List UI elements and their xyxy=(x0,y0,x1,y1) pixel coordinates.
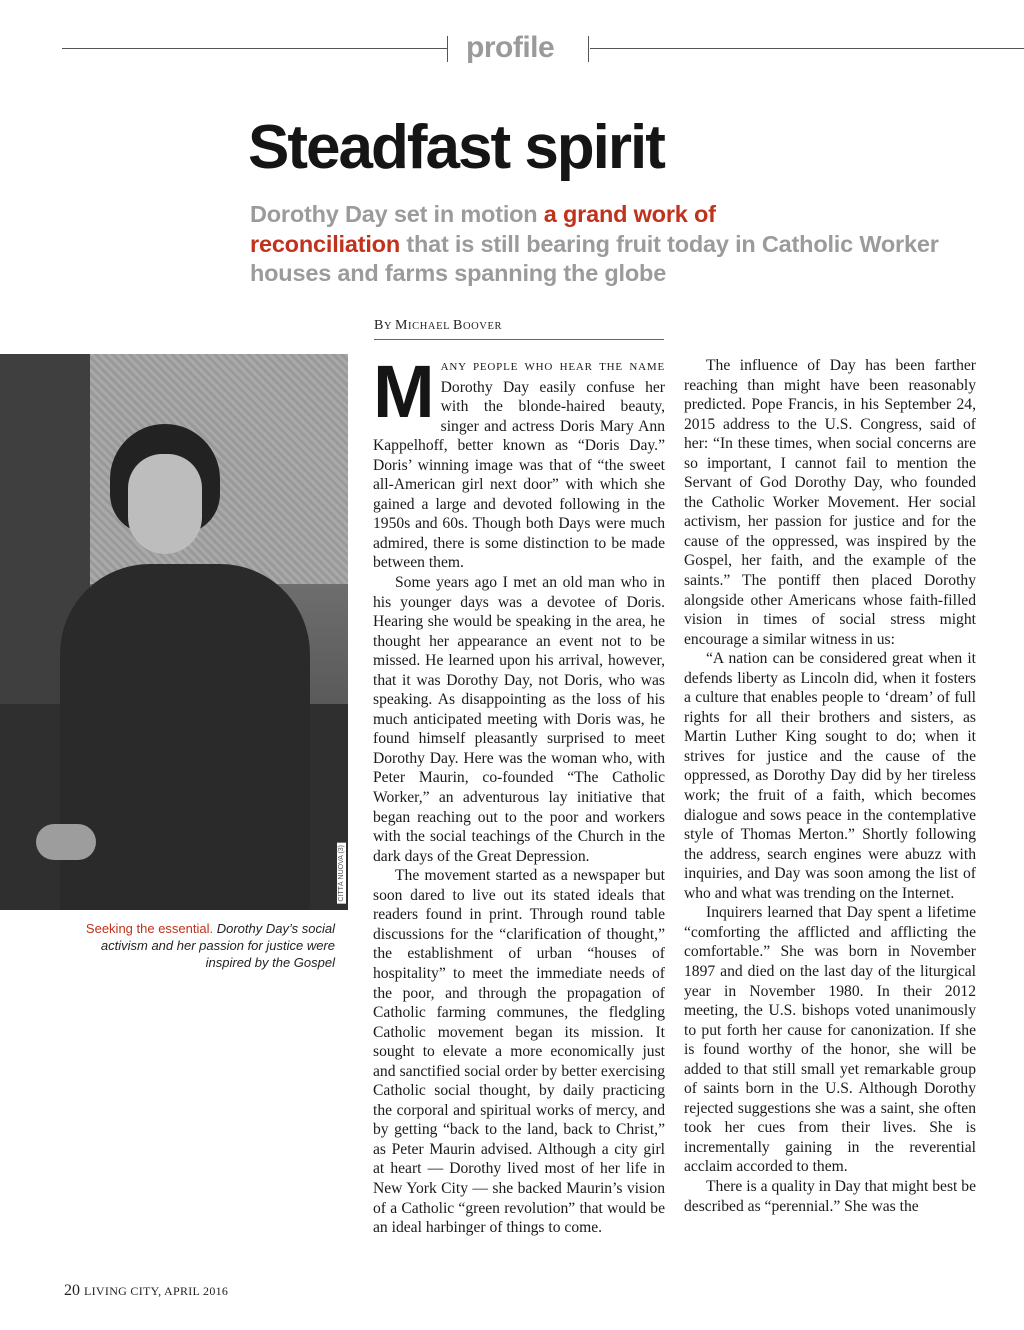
photo-credit: CITTÀ NUOVA (3) xyxy=(338,845,345,902)
publication-info: LIVING CITY, APRIL 2016 xyxy=(84,1284,229,1298)
page-number: 20 xyxy=(64,1282,80,1299)
header-rule-tick-right xyxy=(588,36,589,62)
portrait-photo xyxy=(0,354,348,910)
photo-caption xyxy=(60,920,335,971)
caption-lead: Seeking the essential. xyxy=(85,921,214,936)
byline xyxy=(374,318,664,340)
paragraph-text: Dorothy Day easily confuse her with the blonde-haired beauty, singer and actress Doris Mary Ann Kappelhoff, better known as “Doris Day.” Doris’ winning image was that of “the sweet all-American girl next door” with which she gained a large and devoted following in the 1950s and 60s. Though both Days were much admired, there is some distinction to be made between them. xyxy=(373,378,665,572)
paragraph: Inquirers learned that Day spent a lifetime “comforting the afflicted and afflicting the comfortable.” She was born in November 1897 and died on the last day of the liturgical year in November 1980. In their 2012 meeting, the U.S. bishops voted unanimously to put forth her cause for canonization. If she is found worthy of the honor, she will be added to that still small yet remarkable group of saints born in the U.S. Although Dorothy rejected suggestions she was a saint, she often took her cues from their lives. She is incrementally gaining in the reverential acclaim accorded to them. xyxy=(684,904,976,1176)
header-rule-left xyxy=(62,48,447,49)
deck-highlight-1: a grand work of xyxy=(543,201,716,227)
article-column-1 xyxy=(373,350,665,1238)
photo-figure-face xyxy=(128,454,202,554)
article-column-2 xyxy=(684,356,976,1216)
byline-first-rest: ICHAEL xyxy=(408,321,453,332)
photo-figure-hands xyxy=(36,824,96,860)
byline-last-initial: B xyxy=(452,318,463,333)
caption-text: Dorothy Day’s social activism and her passion for justice were inspired by the Gospel xyxy=(100,921,335,970)
byline-first-initial: M xyxy=(394,318,409,333)
byline-by-initial: B xyxy=(374,318,384,333)
paragraph: The movement started as a newspaper but soon dared to live out its stated ideals that readers found in print. Through round table discussions for the “clarification of thought,” the establishment of urban “houses of hospitality” to meet the immediate needs of the poor, and through the propagation of Catholic farming communes, the fledgling Catholic movement began its mission. It sought to elevate a more economically just and sanctified social order by better exercising Catholic social thought, by daily practicing the corporal and spiritual works of mercy, and by getting “back to the land, back to Christ,” as Peter Maurin advised. Although a city girl at heart — Dorothy lived most of her life in New York City — she backed Maurin’s vision of a Catholic “green revolution” that would be an ideal harbinger of things to come. xyxy=(373,867,665,1237)
photo-figure-body xyxy=(60,564,310,910)
section-label: profile xyxy=(466,31,555,64)
paragraph: The influence of Day has been farther reaching than might have been reasonably predicted. Pope Francis, in his September 24, 2015 address to the U.S. Congress, said of her: “In these times, when social concerns are so important, I cannot fail to mention the Servant of God Dorothy Day, who founded the Catholic Worker Movement. Her social activism, her passion for justice and for the cause of the oppressed, was inspired by the Gospel, her faith, and the example of the saints.” The pontiff then placed Dorothy alongside other Americans whose faith-filled vision in times of social stress might encourage a similar witness in us: xyxy=(684,357,976,648)
byline-last-rest: OOVER xyxy=(462,321,503,332)
header-rule-right xyxy=(590,48,1024,49)
paragraph: Some years ago I met an old man who in his younger days was a devotee of Doris. Hearing she would be speaking in the area, he thought her appearance an event not to be missed. He learned upon his arrival, however, that it was Dorothy Day, not Doris, who was speaking. As disappointing as the loss of his much anticipated meeting with Doris was, he found himself pleasantly surprised to meet Dorothy Day. Here was the woman who, with Peter Maurin, co-founded “The Catholic Worker,” an adventurous lay initiative that began reaching out to the poor and workers with the social teachings of the Church in the dark days of the Great Depression. xyxy=(373,574,665,865)
paragraph: “A nation can be considered great when it defends liberty as Lincoln did, when it fosters a culture that enables people to ‘dream’ of full rights for all their brothers and sisters, as Martin Luther King sought to do; when it strives for justice and the cause of the oppressed, as Dorothy Day did by her tireless work; the fruit of a faith, which becomes dialogue and sows peace in the contemplative style of Thomas Merton.” Shortly following the address, search engines were abuzz with inquiries, and Day was soon among the list of who and what was trending on the Internet. xyxy=(684,650,976,902)
drop-cap: M xyxy=(373,350,435,433)
lead-in-smallcaps: ANY PEOPLE WHO HEAR THE NAME xyxy=(440,361,665,373)
deck-highlight-2: reconciliation xyxy=(250,230,400,257)
deck-text-1: Dorothy Day set in motion xyxy=(250,201,544,227)
paragraph xyxy=(373,350,665,573)
article-deck xyxy=(250,200,990,289)
byline-by-rest: Y xyxy=(383,321,395,332)
article-title: Steadfast spirit xyxy=(248,113,664,182)
page-footer xyxy=(64,1282,228,1300)
paragraph: There is a quality in Day that might best be described as “perennial.” She was the xyxy=(684,1177,976,1215)
header-rule-tick-left xyxy=(447,36,448,62)
deck-text-2: that is still bearing fruit today in Catholic Worker houses and farms spanning the globe xyxy=(250,230,939,286)
